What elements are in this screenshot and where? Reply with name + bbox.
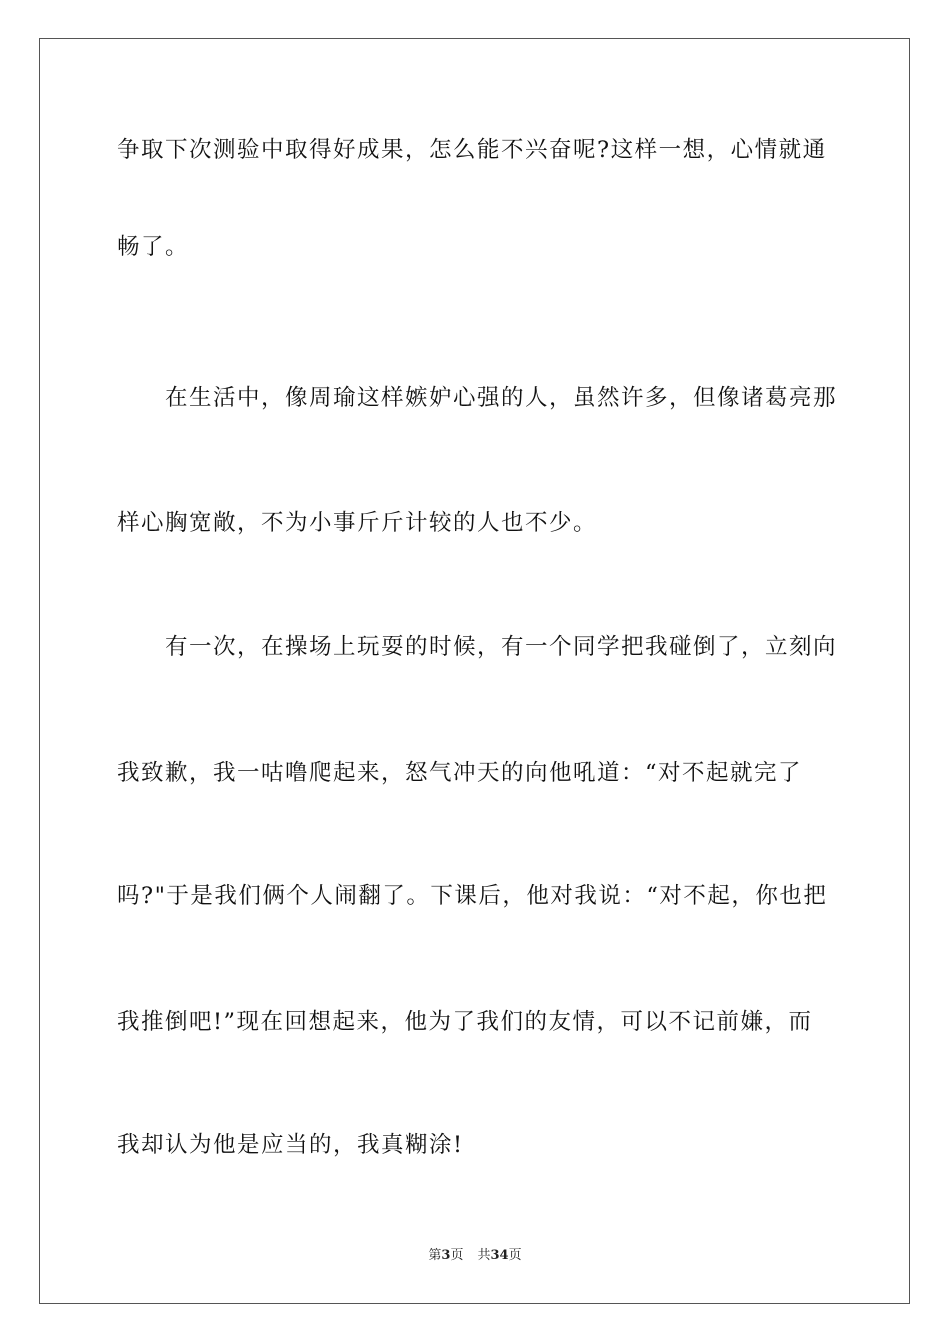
total-pages: 34 bbox=[490, 1248, 509, 1263]
paragraph-line: 有一次，在操场上玩耍的时候，有一个同学把我碰倒了，立刻向 bbox=[165, 634, 838, 660]
paragraph-line: 争取下次测验中取得好成果，怎么能不兴奋呢?这样一想，心情就通 bbox=[117, 137, 827, 163]
paragraph-line: 吗?"于是我们俩个人闹翻了。下课后，他对我说：“对不起，你也把 bbox=[117, 883, 828, 909]
paragraph-line: 我推倒吧!”现在回想起来，他为了我们的友情，可以不记前嫌，而 bbox=[117, 1009, 813, 1035]
page-number: 3 bbox=[441, 1248, 451, 1263]
paragraph-line: 样心胸宽敞，不为小事斤斤计较的人也不少。 bbox=[117, 510, 598, 536]
paragraph-line: 畅了。 bbox=[117, 234, 190, 260]
page-footer bbox=[0, 1248, 950, 1264]
total-suffix: 页 bbox=[508, 1248, 522, 1263]
paragraph-line: 我却认为他是应当的，我真糊涂! bbox=[117, 1132, 464, 1158]
paragraph-line: 在生活中，像周瑜这样嫉妒心强的人，虽然许多，但像诸葛亮那 bbox=[165, 385, 838, 411]
page-border bbox=[39, 38, 910, 1304]
paragraph-line: 我致歉，我一咕噜爬起来，怒气冲天的向他吼道：“对不起就完了 bbox=[117, 760, 803, 786]
page-prefix: 第 bbox=[428, 1248, 442, 1263]
total-prefix: 共 bbox=[477, 1248, 491, 1263]
page-suffix: 页 bbox=[450, 1248, 464, 1263]
